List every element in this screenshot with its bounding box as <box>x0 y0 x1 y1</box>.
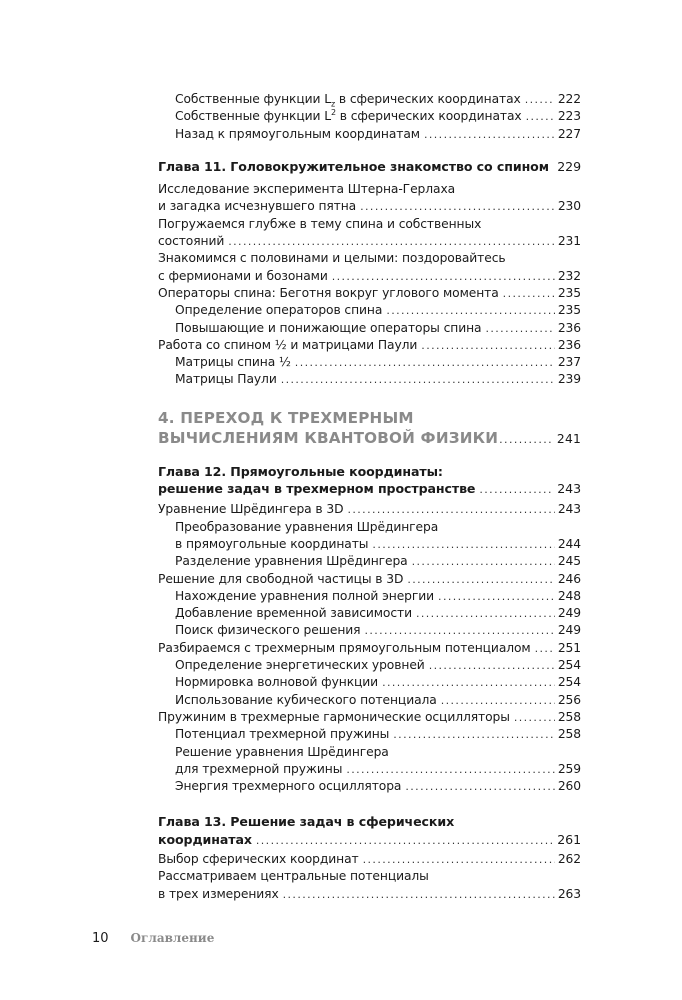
dot-leader <box>553 158 554 176</box>
toc-chapter-12-line1[interactable]: Глава 12. Прямоугольные координаты: <box>158 463 443 479</box>
toc-entry[interactable]: Потенциал трехмерной пружины ..... 258 <box>158 726 581 743</box>
toc-entry[interactable]: Решение для свободной частицы в 3D ..... 246 <box>158 571 581 588</box>
toc-entry-line1[interactable]: Исследование эксперимента Штерна-Герлаха <box>158 182 456 197</box>
toc-entry[interactable]: Выбор сферических координат ..... 262 <box>158 851 581 868</box>
toc-entry[interactable]: Определение операторов спина ..... 235 <box>158 302 581 319</box>
part-title-line2: ВЫЧИСЛЕНИЯМ КВАНТОВОЙ ФИЗИКИ <box>158 429 499 448</box>
page-number: 249 <box>557 606 581 621</box>
dot-leader <box>281 371 555 388</box>
page-number: 230 <box>557 199 581 214</box>
dot-leader <box>363 851 555 868</box>
page-number: 261 <box>557 831 581 847</box>
toc-entry[interactable]: Собственные функции $L^2$ в сферических координатах ..... 223 <box>158 108 581 125</box>
toc-entry-line1[interactable]: Рассматриваем центральные потенциалы <box>158 869 429 884</box>
toc-entry[interactable]: Уравнение Шрёдингера в 3D ..... 243 <box>158 501 581 518</box>
dot-leader <box>421 337 555 354</box>
page-number: 254 <box>557 675 581 690</box>
page-number: 241 <box>556 432 581 447</box>
dot-leader <box>228 233 555 250</box>
toc-entry[interactable]: Энергия трехмерного осциллятора ..... 260 <box>158 778 581 795</box>
toc-entry[interactable]: Нормировка волновой функции ..... 254 <box>158 674 581 691</box>
toc-chapter-13-line1[interactable]: Глава 13. Решение задач в сферических <box>158 814 455 830</box>
toc-entry[interactable]: Разделение уравнения Шрёдингера ..... 245 <box>158 553 581 570</box>
toc-entry[interactable]: Работа со спином ½ и матрицами Паули ..... 236 <box>158 337 581 354</box>
page-number: 231 <box>557 234 581 249</box>
dot-leader <box>503 285 555 302</box>
toc-entry[interactable]: Назад к прямоугольным координатам ..... 227 <box>158 126 581 143</box>
toc-entry[interactable]: Матрицы Паули ..... 239 <box>158 371 581 388</box>
toc-entry[interactable]: в прямоугольные координаты ..... 244 <box>158 536 581 553</box>
dot-leader <box>283 886 555 903</box>
page-number: 235 <box>557 303 581 318</box>
dot-leader <box>479 480 554 498</box>
toc-entry[interactable]: Собственные функции $L_z$ в сферических координатах ..... 222 <box>158 91 581 108</box>
dot-leader <box>514 709 555 726</box>
toc-entry[interactable]: Определение энергетических уровней ..... 254 <box>158 657 581 674</box>
page-number: 222 <box>557 92 581 106</box>
dot-leader <box>346 761 554 778</box>
page-number: 258 <box>557 709 581 724</box>
page-number: 256 <box>557 692 581 707</box>
page-number: 239 <box>557 372 581 387</box>
dot-leader <box>405 778 554 795</box>
page-number: 244 <box>557 536 581 551</box>
dot-leader <box>485 320 554 337</box>
toc-entry[interactable]: в трех измерениях ..... 263 <box>158 886 581 903</box>
page-number: 245 <box>557 554 581 569</box>
page-number: 246 <box>557 571 581 586</box>
toc-entry[interactable]: для трехмерной пружины ..... 259 <box>158 761 581 778</box>
dot-leader <box>360 198 555 215</box>
page-number: 254 <box>557 658 581 673</box>
toc-part-4[interactable] <box>158 408 581 451</box>
dot-leader <box>295 354 555 371</box>
toc-entry[interactable]: Нахождение уравнения полной энергии ..... 248 <box>158 588 581 605</box>
toc-entry[interactable]: Разбираемся с трехмерным прямоугольным потенциалом ..... 251 <box>158 640 581 657</box>
table-of-contents <box>158 91 581 903</box>
page-number: 243 <box>557 502 581 517</box>
toc-chapter-13[interactable]: координатах ..... 261 <box>158 831 581 848</box>
page-number: 260 <box>557 779 581 794</box>
toc-entry[interactable]: Использование кубического потенциала ..... 256 <box>158 692 581 709</box>
toc-entry[interactable]: Повышающие и понижающие операторы спина ..... 236 <box>158 320 581 337</box>
page-number: 227 <box>557 126 581 141</box>
toc-chapter-12[interactable]: решение задач в трехмерном пространстве ..... 243 <box>158 480 581 497</box>
toc-entry[interactable]: Матрицы спина ½ ..... 237 <box>158 354 581 371</box>
dot-leader <box>441 692 555 709</box>
toc-entry[interactable]: Поиск физического решения ..... 249 <box>158 622 581 639</box>
dot-leader <box>526 108 555 125</box>
toc-entry[interactable]: Добавление временной зависимости ..... 249 <box>158 605 581 622</box>
page-number: 262 <box>557 851 581 866</box>
toc-entry[interactable]: с фермионами и бозонами ..... 232 <box>158 268 581 285</box>
dot-leader <box>386 302 555 319</box>
dot-leader <box>347 501 554 518</box>
page-number: 236 <box>557 320 581 335</box>
toc-entry-line1[interactable]: Решение уравнения Шрёдингера <box>175 744 389 759</box>
dot-leader <box>382 674 555 691</box>
page-number: 248 <box>557 588 581 603</box>
toc-chapter-11[interactable]: Глава 11. Головокружительное знакомство со спином ..... 229 <box>158 158 581 175</box>
dot-leader <box>424 126 555 143</box>
page-number: 229 <box>557 158 581 174</box>
toc-entry[interactable]: Пружиним в трехмерные гармонические осцилляторы ..... 258 <box>158 709 581 726</box>
toc-entry-line1[interactable]: Знакомимся с половинами и целыми: поздоровайтесь <box>158 251 506 266</box>
page-number: 263 <box>557 886 581 901</box>
dot-leader <box>429 657 555 674</box>
dot-leader <box>332 268 555 285</box>
page-number: 235 <box>557 285 581 300</box>
page-number: 237 <box>557 355 581 370</box>
page-number: 223 <box>557 109 581 124</box>
page-footer <box>92 931 214 946</box>
toc-entry-line1[interactable]: Погружаемся глубже в тему спина и собственных <box>158 216 482 231</box>
footer-section-label: Оглавление <box>130 931 215 945</box>
dot-leader <box>393 726 555 743</box>
page-number: 243 <box>557 481 581 497</box>
dot-leader <box>364 622 554 639</box>
page-number: 258 <box>557 727 581 742</box>
dot-leader <box>535 640 555 657</box>
page-number: 236 <box>557 337 581 352</box>
dot-leader <box>416 605 555 622</box>
toc-entry[interactable]: Операторы спина: Беготня вокруг углового момента ..... 235 <box>158 285 581 302</box>
dot-leader <box>499 428 554 451</box>
part-title-line1: 4. ПЕРЕХОД К ТРЕХМЕРНЫМ <box>158 408 414 427</box>
page-number: 249 <box>557 623 581 638</box>
footer-page-number: 10 <box>92 931 109 946</box>
page-number: 251 <box>557 640 581 655</box>
dot-leader <box>438 588 555 605</box>
dot-leader <box>407 571 554 588</box>
dot-leader <box>256 831 554 849</box>
dot-leader <box>412 553 555 570</box>
dot-leader <box>525 91 555 108</box>
dot-leader <box>372 536 554 553</box>
toc-entry[interactable]: состояний ..... 231 <box>158 233 581 250</box>
page-number: 232 <box>557 268 581 283</box>
page-number: 259 <box>557 761 581 776</box>
toc-entry[interactable]: и загадка исчезнувшего пятна ..... 230 <box>158 198 581 215</box>
toc-entry-line1[interactable]: Преобразование уравнения Шрёдингера <box>175 519 439 534</box>
